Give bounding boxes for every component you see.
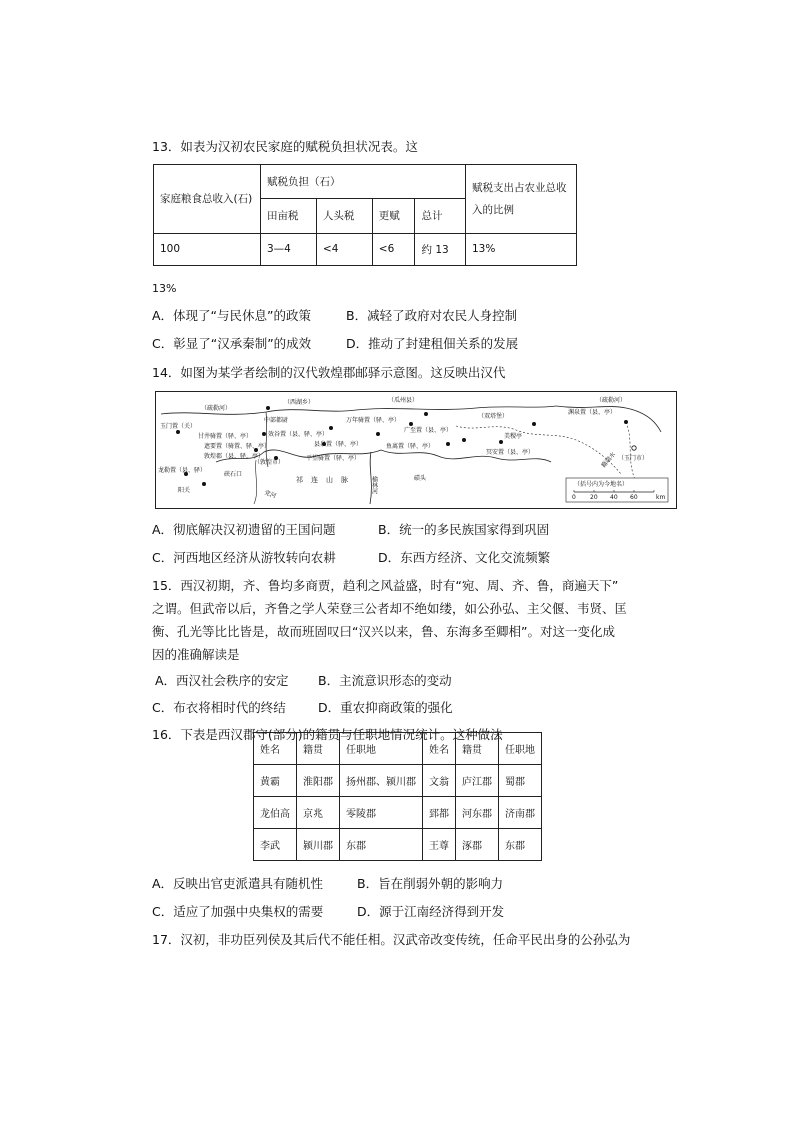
q13-sub-field-tax: 田亩税	[261, 199, 317, 233]
q16-cell: 李武	[254, 829, 297, 861]
map-label: 渊泉置（县、亭）	[568, 409, 617, 416]
q15-option-c[interactable]: C．布衣将相时代的终结	[152, 700, 286, 715]
q16-governor-table	[253, 732, 542, 861]
q16-cell: 东郡	[340, 829, 423, 861]
q15-option-b[interactable]: B．主流意识形态的变动	[318, 673, 452, 688]
q13-stem: 13．如表为汉初农民家庭的赋税负担状况表。这	[152, 139, 418, 154]
map-label: 20	[590, 494, 598, 501]
map-label: 效谷置（县、驿、亭）	[268, 431, 329, 438]
q14-option-c[interactable]: C．河西地区经济从游牧转向农耕	[152, 550, 336, 565]
map-label: 阳关	[178, 487, 191, 494]
map-label: 硖石口	[224, 471, 243, 478]
map-label: （玉门市）	[618, 455, 649, 462]
q15-stem-line3: 衡、孔光等比比皆是，故而班固叹曰“汉兴以来，鲁、东海多至卿相”。对这一变化成	[152, 624, 615, 639]
q16-option-b[interactable]: B．旨在削弱外朝的影响力	[357, 876, 504, 891]
dunhuang-postal-map	[155, 391, 677, 509]
map-label: 鱼离置（驿、亭）	[386, 443, 435, 450]
map-label: 广至置（县、亭）	[404, 427, 453, 434]
map-label: （疏勒河）	[596, 397, 627, 404]
q13-cell: <4	[316, 233, 372, 265]
q17-stem: 17．汉初，非功臣列侯及其后代不能任相。汉武帝改变传统，任命平民出身的公孙弘为	[152, 932, 631, 947]
q13-tax-table	[153, 164, 577, 266]
map-label: 敦煌郡（县、驿、亭）	[204, 453, 265, 460]
q13-cell: 约 13	[415, 233, 466, 265]
q16-stem: 16．下表是西汉郡守(部分)的籍贯与任职地情况统计。这种做法	[152, 727, 503, 742]
q16-head: 籍贯	[456, 733, 499, 765]
map-label: km	[656, 494, 666, 501]
map-label: 榆林河	[370, 476, 378, 494]
q16-option-c[interactable]: C．适应了加强中央集权的需要	[152, 904, 324, 919]
q16-head: 姓名	[423, 733, 456, 765]
q16-option-d[interactable]: D．源于江南经济得到开发	[357, 904, 505, 919]
map-label: 0	[572, 494, 576, 501]
q16-cell: 文翁	[423, 765, 456, 797]
q13-cell: 3—4	[261, 233, 317, 265]
q16-cell: 蜀郡	[499, 765, 542, 797]
q13-cell: 100	[154, 233, 261, 265]
q16-cell: 济南郡	[499, 797, 542, 829]
q16-cell: 东郡	[499, 829, 542, 861]
q16-option-a[interactable]: A．反映出官吏派遣具有随机性	[152, 876, 324, 891]
q16-cell: 郅都	[423, 797, 456, 829]
q15-option-d[interactable]: D．重农抑商政策的强化	[318, 700, 453, 715]
q13-cell: 13%	[466, 233, 577, 265]
q15-option-a[interactable]: A．西汉社会秩序的安定	[155, 673, 289, 688]
q16-cell: 黄霸	[254, 765, 297, 797]
map-label: 祁连山脉	[296, 476, 356, 484]
map-label: 龙勒置（县、驿）	[158, 467, 207, 474]
q16-cell: 涿郡	[456, 829, 499, 861]
q13-option-a[interactable]: A．体现了“与民休息”的政策	[152, 308, 312, 323]
q16-head: 籍贯	[297, 733, 340, 765]
map-label: 万年骑置（驿、亭）	[346, 417, 401, 424]
map-label: （括号内为今地名）	[574, 481, 629, 488]
map-label: 甘井骑置（驿、亭）	[198, 433, 253, 440]
q16-cell: 颍川郡	[297, 829, 340, 861]
q16-head: 姓名	[254, 733, 297, 765]
map-label: （双塔堡）	[478, 413, 509, 420]
map-label: 40	[610, 494, 618, 501]
q16-cell: 零陵郡	[340, 797, 423, 829]
q13-sub-poll-tax: 人头税	[316, 199, 372, 233]
q13-sub-total: 总计	[415, 199, 466, 233]
q16-cell: 河东郡	[456, 797, 499, 829]
q13-option-d[interactable]: D．推动了封建租佃关系的发展	[346, 336, 519, 351]
map-label: 籍端水	[600, 450, 618, 470]
q16-cell: 淮阳郡	[297, 765, 340, 797]
q13-option-b[interactable]: B．减轻了政府对农民人身控制	[346, 308, 518, 323]
q14-option-d[interactable]: D．东西方经济、文化交流频繁	[378, 550, 551, 565]
q13-header-ratio: 赋税支出占农业总收 入的比例	[466, 165, 577, 234]
q16-cell: 京兆	[297, 797, 340, 829]
q16-head: 任职地	[499, 733, 542, 765]
map-label: 中部都尉	[264, 417, 289, 424]
q15-stem-line1: 15．西汉初期，齐、鲁均多商贾，趋利之风益盛，时有“宛、周、齐、鲁，商遍天下”	[152, 578, 619, 593]
map-label: 60	[630, 494, 638, 501]
q13-note: 13%	[152, 282, 177, 295]
q15-stem-line4: 因的准确解读是	[152, 647, 240, 662]
q16-cell: 庐江郡	[456, 765, 499, 797]
map-label: 遮要置（骑置、驿、亭）	[204, 443, 271, 450]
map-label: 县泉置（驿、亭）	[314, 441, 363, 448]
map-label: （西湖乡）	[284, 399, 315, 406]
q14-option-b[interactable]: B．统一的多民族国家得到巩固	[378, 522, 550, 537]
map-label: 碛头	[414, 475, 427, 482]
q16-cell: 扬州郡、颍川郡	[340, 765, 423, 797]
q13-sub-service-tax: 更赋	[372, 199, 415, 233]
q16-cell: 王尊	[423, 829, 456, 861]
q15-stem-line2: 之谓。但武帝以后，齐鲁之学人荣登三公者却不绝如缕，如公孙弘、主父偃、韦贤、匡	[152, 601, 628, 616]
map-label: 冥安置（县、亭）	[486, 449, 535, 456]
q14-stem: 14．如图为某学者绘制的汉代敦煌郡邮驿示意图。这反映出汉代	[152, 365, 506, 380]
q13-header-burden: 赋税负担（石）	[261, 165, 466, 199]
map-label: （敦煌市）	[254, 459, 285, 466]
q16-cell: 龙伯高	[254, 797, 297, 829]
map-label: 党河	[263, 489, 278, 500]
map-label: 平望骑置（驿、亭）	[306, 455, 361, 462]
q16-head: 任职地	[340, 733, 423, 765]
map-label: （疏勒河）	[201, 405, 232, 412]
q13-cell: <6	[372, 233, 415, 265]
map-label: 玉门置（关）	[160, 423, 197, 430]
q14-option-a[interactable]: A．彻底解决汉初遗留的王国问题	[152, 522, 336, 537]
map-label: 美稷亭	[504, 433, 523, 440]
map-label: （瓜州县）	[388, 397, 419, 404]
q13-option-c[interactable]: C．彰显了“汉承秦制”的成效	[152, 336, 312, 351]
q13-header-income: 家庭粮食总收入(石)	[154, 165, 261, 234]
